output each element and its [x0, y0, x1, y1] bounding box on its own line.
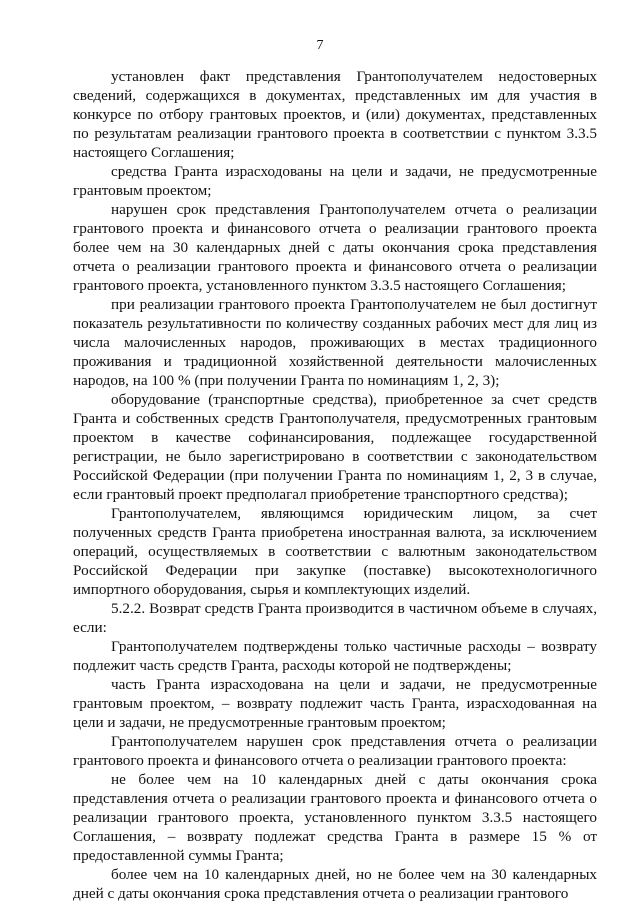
- paragraph-report-delay: Грантополучателем нарушен срок представления отчета о реализации грантового проекта и финансового отчета о реализации грантового проекта:: [73, 733, 597, 769]
- page-number: 7: [316, 38, 324, 53]
- paragraph-misused-funds: средства Гранта израсходованы на цели и задачи, не предусмотренные грантовым проектом;: [73, 163, 597, 199]
- paragraph-partial-misuse: часть Гранта израсходована на цели и задачи, не предусмотренные грантовым проектом, – возврату подлежит часть Гранта, израсходованная на цели и задачи, не предусмотренные грантовым проектом;: [73, 676, 597, 731]
- paragraph-jobs-indicator: при реализации грантового проекта Грантополучателем не был достигнут показатель результативности по количеству созданных рабочих мест для лиц из числа малочисленных народов, проживающих в местах традиционного проживания и традиционной хозяйственной деятельности малочисленных народов, на 100 % (при получении Гранта по номинациям 1, 2, 3);: [73, 296, 597, 389]
- paragraph-foreign-currency: Грантополучателем, являющимся юридическим лицом, за счет полученных средств Гранта приобретена иностранная валюта, за исключением операций, осуществляемых в соответствии с валютным законодательством Российской Федерации при закупке (поставке) высокотехнологичного импортного оборудования, сырья и комплектующих изделий.: [73, 505, 597, 598]
- paragraph-report-deadline-violation: нарушен срок представления Грантополучателем отчета о реализации грантового проекта и финансового отчета о реализации грантового проекта более чем на 30 календарных дней с даты окончания срока представления отчета о реализации грантового проекта и финансового отчета о реализации грантового проекта, установленного пунктом 3.3.5 настоящего Соглашения;: [73, 201, 597, 294]
- paragraph-section-5-2-2: 5.2.2. Возврат средств Гранта производится в частичном объеме в случаях, если:: [73, 600, 597, 636]
- paragraph-equipment-registration: оборудование (транспортные средства), приобретенное за счет средств Гранта и собственных средств Грантополучателя, предусмотренных грантовым проектом в качестве софинансирования, подлежащее государственной регистрации, не было зарегистрировано в соответствии с законодательством Российской Федерации (при получении Гранта по номинациям 1, 2, 3 в случае, если грантовый проект предполагал приобретение транспортного средства);: [73, 391, 597, 503]
- paragraph-delay-10-days: не более чем на 10 календарных дней с даты окончания срока представления отчета о реализации грантового проекта и финансового отчета о реализации грантового проекта, установленного пунктом 3.3.5 настоящего Соглашения, – возврату подлежат средства Гранта в размере 15 % от предоставленной суммы Гранта;: [73, 771, 597, 864]
- document-body: [73, 67, 597, 903]
- paragraph-partial-expenses: Грантополучателем подтверждены только частичные расходы – возврату подлежит часть средств Гранта, расходы которой не подтверждены;: [73, 638, 597, 674]
- paragraph-false-information: установлен факт представления Грантополучателем недостоверных сведений, содержащихся в документах, представленных им для участия в конкурсе по отбору грантовых проектов, и (или) документах, представленных по результатам реализации грантового проекта в соответствии с пунктом 3.3.5 настоящего Соглашения;: [73, 68, 597, 161]
- paragraph-delay-10-30-days: более чем на 10 календарных дней, но не более чем на 30 календарных дней с даты окончания срока представления отчета о реализации грантового: [73, 866, 597, 902]
